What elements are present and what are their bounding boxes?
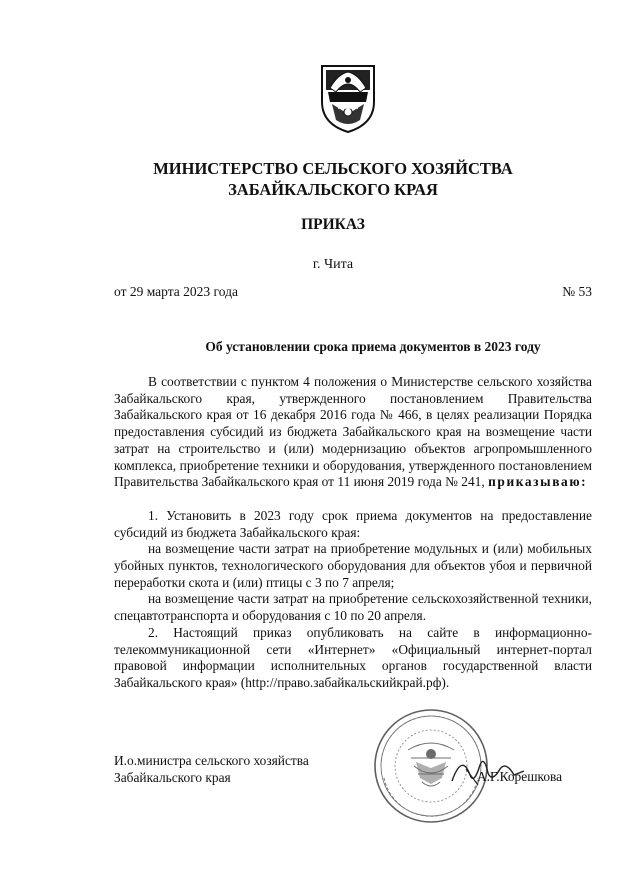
organization-name [0,158,640,200]
item-2: 2. Настоящий приказ опубликовать на сайте в информационно-телекоммуникационной сети «Интернет» «Официальный интернет-портал правовой информации исполнительных органов государственной власти Забайкальского края» (http://право.забайкальскийкрай.рф). [114,624,592,690]
date-number-row [114,284,592,300]
coat-of-arms-icon [316,62,380,134]
signatory-position-line-2: Забайкальского края [114,770,231,785]
signatory-position [114,752,309,786]
preamble-text: В соответствии с пунктом 4 положения о Министерстве сельского хозяйства Забайкальского края, утвержденного постановлением Правительства Забайкальского края от 16 декабря 2016 года № 466, в целях реализации Порядка предоставления субсидий из бюджета Забайкальского края на возмещение части затрат на строительство и (или) модернизацию объектов агропромышленного комплекса, приобретение техники и оборудования, утвержденного постановлением Правительства Забайкальского края от 11 июня 2019 года № 241, [114,374,592,490]
organization-line-1: МИНИСТЕРСТВО СЕЛЬСКОГО ХОЗЯЙСТВА [153,159,513,178]
organization-line-2: ЗАБАЙКАЛЬСКОГО КРАЯ [228,180,438,199]
document-type: ПРИКАЗ [301,216,365,233]
order-word: приказываю: [488,474,588,490]
item-1: 1. Установить в 2023 году срок приема документов на предоставление субсидий из бюджета Забайкальского края: [114,507,592,540]
signatory-name: А.Г.Корешкова [477,769,563,784]
signatory-position-line-1: И.о.министра сельского хозяйства [114,753,309,768]
preamble-paragraph [114,374,592,491]
document-city: г. Чита [312,257,354,272]
item-1-b: на возмещение части затрат на приобретение сельскохозяйственной техники, спецавтотранспорта и оборудования с 10 по 20 апреля. [114,591,592,624]
document-number: № 53 [562,284,592,299]
document-date: от 29 марта 2023 года [114,284,238,299]
document-body [114,374,592,692]
item-1-a: на возмещение части затрат на приобретение модульных и (или) мобильных убойных пунктов, технологического оборудования для объектов убоя и первичной переработки скота и (или) птицы с 3 по 7 апреля; [114,541,592,590]
document-subject: Об установлении срока приема документов в 2023 году [205,339,541,354]
